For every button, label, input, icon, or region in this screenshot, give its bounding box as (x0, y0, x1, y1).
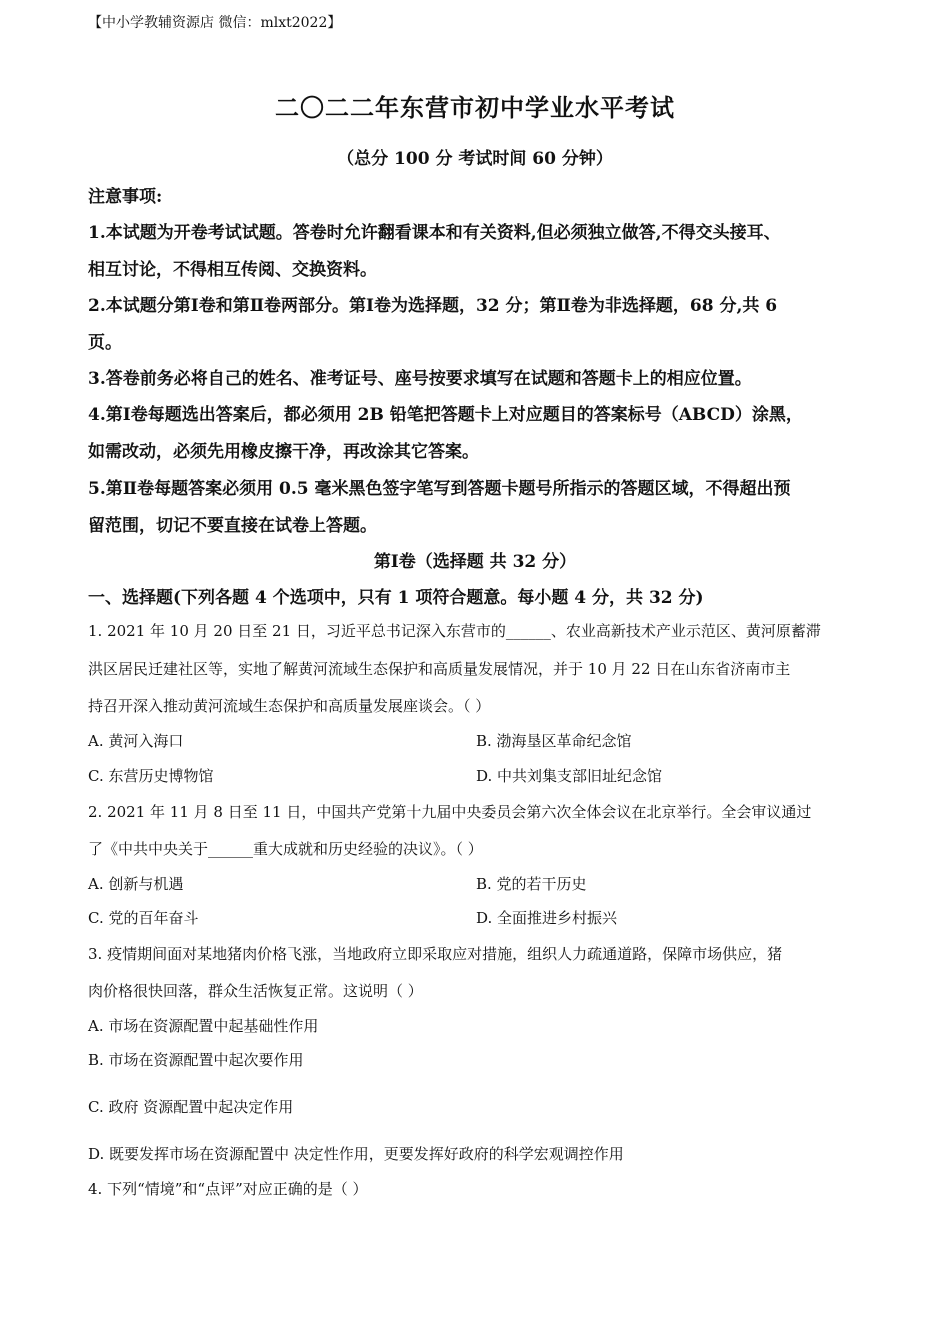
notice-line: 页。 (88, 333, 122, 353)
section1-title: 第Ⅰ卷（选择题 共 32 分） (373, 552, 577, 572)
question-1-line: 洪区居民迁建社区等，实地了解黄河流域生态保护和高质量发展情况，并于 10 月 22 日在山东省济南市主 (88, 660, 791, 678)
question-3-option-d: D. 既要发挥市场在资源配置中 决定性作用，更要发挥好政府的科学宏观调控作用 (88, 1145, 624, 1163)
notice-line: 相互讨论，不得相互传阅、交换资料。 (88, 260, 377, 280)
notice-heading: 注意事项: (88, 187, 163, 207)
question-3-option-a: A. 市场在资源配置中起基础性作用 (88, 1017, 319, 1035)
notice-line: 留范围，切记不要直接在试卷上答题。 (88, 516, 377, 536)
notice-line: 1.本试题为开卷考试试题。答卷时允许翻看课本和有关资料,但必须独立做答,不得交头接耳、 (88, 223, 781, 243)
question-4-line: 4. 下列“情境”和“点评”对应正确的是（ ） (88, 1180, 368, 1198)
question-2-option-c: C. 党的百年奋斗 (88, 909, 199, 927)
page-subtitle: （总分 100 分 考试时间 60 分钟） (337, 149, 613, 169)
page-title: 二〇二二年东营市初中学业水平考试 (275, 93, 675, 122)
header-note: 【中小学教辅资源店 微信：mlxt2022】 (88, 15, 342, 31)
question-3-line: 3. 疫情期间面对某地猪肉价格飞涨，当地政府立即采取应对措施，组织人力疏通道路，保障市场供应，猪 (88, 945, 783, 963)
question-1-option-c: C. 东营历史博物馆 (88, 767, 214, 785)
question-2-option-b: B. 党的若干历史 (476, 875, 587, 893)
question-1-option-d: D. 中共刘集支部旧址纪念馆 (476, 767, 663, 785)
part1-title: 一、选择题(下列各题 4 个选项中，只有 1 项符合题意。每小题 4 分，共 32 分) (88, 588, 704, 608)
question-1-option-a: A. 黄河入海口 (88, 732, 184, 750)
notice-line: 4.第Ⅰ卷每题选出答案后，都必须用 2B 铅笔把答题卡上对应题目的答案标号（ABCD）涂黑， (88, 405, 803, 425)
question-2-option-d: D. 全面推进乡村振兴 (476, 909, 618, 927)
question-3-option-b: B. 市场在资源配置中起次要作用 (88, 1051, 304, 1069)
question-2-line: 2. 2021 年 11 月 8 日至 11 日，中国共产党第十九届中央委员会第六次全体会议在北京举行。全会审议通过 (88, 803, 812, 821)
question-2-option-a: A. 创新与机遇 (88, 875, 184, 893)
notice-line: 2.本试题分第Ⅰ卷和第Ⅱ卷两部分。第Ⅰ卷为选择题，32 分；第Ⅱ卷为非选择题，68 分,共 6 (88, 296, 778, 316)
question-2-line: 了《中共中央关于______重大成就和历史经验的决议》。（ ） (88, 840, 483, 858)
notice-line: 5.第Ⅱ卷每题答案必须用 0.5 毫米黑色签字笔写到答题卡题号所指示的答题区域，不得超出预 (88, 479, 791, 499)
question-1-option-b: B. 渤海垦区革命纪念馆 (476, 732, 632, 750)
question-1-line: 持召开深入推动黄河流域生态保护和高质量发展座谈会。（ ） (88, 697, 491, 715)
question-1-line: 1. 2021 年 10 月 20 日至 21 日，习近平总书记深入东营市的______、农业高新技术产业示范区、黄河原蓄滞 (88, 622, 821, 640)
question-3-option-c: C. 政府 资源配置中起决定作用 (88, 1098, 294, 1116)
question-3-line: 肉价格很快回落，群众生活恢复正常。这说明（ ） (88, 982, 423, 1000)
notice-line: 如需改动，必须先用橡皮擦干净，再改涂其它答案。 (88, 442, 479, 462)
notice-line: 3.答卷前务必将自己的姓名、准考证号、座号按要求填写在试题和答题卡上的相应位置。 (88, 369, 752, 389)
